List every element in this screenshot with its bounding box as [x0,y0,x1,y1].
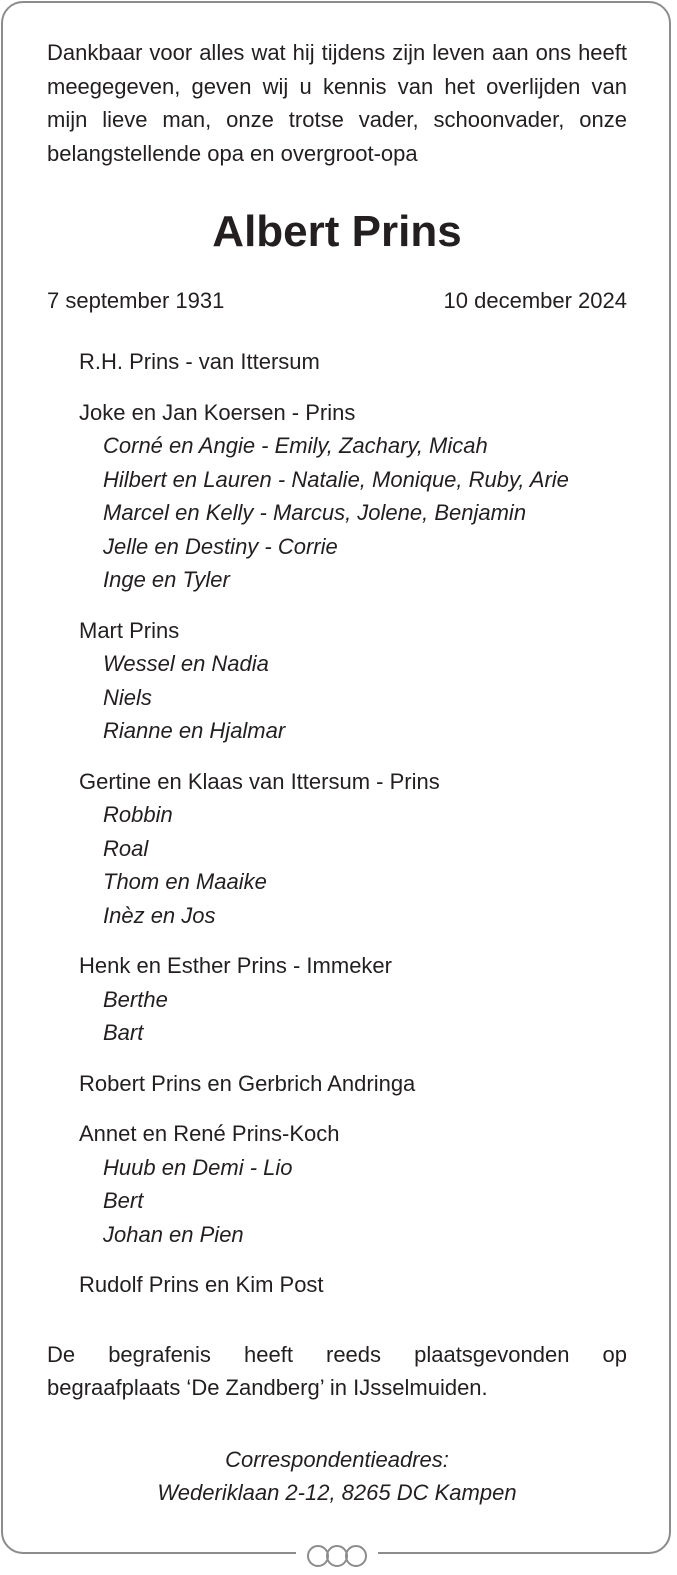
family-child: Corné en Angie - Emily, Zachary, Micah [103,433,488,458]
family-parent: R.H. Prins - van Ittersum [79,349,320,374]
decorative-rings-icon [296,1544,378,1568]
family-group [79,949,627,1050]
family-child: Huub en Demi - Lio [103,1154,293,1180]
family-child: Inge en Tyler [103,567,230,592]
family-group [79,345,627,379]
family-child: Wessel en Nadia [103,651,269,676]
intro-text: Dankbaar voor alles wat hij tijdens zijn leven aan ons heeft meegegeven, geven wij u kennis van het overlijden van mijn lieve man, onze trotse vader, schoonvader, onze belangstellende opa en overgroot-opa [47,40,627,166]
death-date: 10 december 2024 [443,288,627,313]
family-parent: Rudolf Prins en Kim Post [79,1272,324,1297]
family-child: Niels [103,684,152,710]
family-child: Jelle en Destiny - Corrie [103,533,338,559]
family-child: Johan en Pien [103,1221,244,1247]
family-child: Berthe [103,986,168,1012]
family-parent: Gertine en Klaas van Ittersum - Prins [79,768,440,794]
family-child: Marcel en Kelly - Marcus, Jolene, Benjamin [103,500,527,525]
correspondence-label: Correspondentieadres: [225,1446,449,1472]
family-parent: Robert Prins en Gerbrich Andringa [79,1070,416,1096]
family-parent: Annet en René Prins-Koch [79,1121,340,1146]
family-child: Robbin [103,802,173,827]
family-parent: Joke en Jan Koersen - Prins [79,399,356,425]
family-list [47,345,627,1302]
family-group [79,1117,627,1251]
deceased-name: Albert Prins [212,207,462,256]
life-dates [47,286,627,316]
family-child: Hilbert en Lauren - Natalie, Monique, Ruby, Arie [103,466,569,492]
family-child: Rianne en Hjalmar [103,718,286,743]
family-group [79,1268,627,1302]
correspondence-address: Wederiklaan 2-12, 8265 DC Kampen [157,1480,517,1505]
family-group [79,765,627,933]
family-child: Bert [103,1188,144,1213]
family-child: Roal [103,835,149,861]
family-child: Thom en Maaike [103,869,267,894]
correspondence-block [47,1443,627,1510]
birth-date: 7 september 1931 [47,288,225,313]
family-parent: Henk en Esther Prins - Immeker [79,953,392,978]
funeral-notice: De begrafenis heeft reeds plaatsgevonden op begraafplaats ‘De Zandberg’ in IJsselmuiden. [47,1341,627,1400]
family-parent: Mart Prins [79,617,180,643]
family-group [79,1067,627,1101]
family-group [79,396,627,597]
family-group [79,614,627,748]
family-child: Inèz en Jos [103,902,216,928]
obituary-content [47,36,627,1510]
family-child: Bart [103,1020,144,1045]
